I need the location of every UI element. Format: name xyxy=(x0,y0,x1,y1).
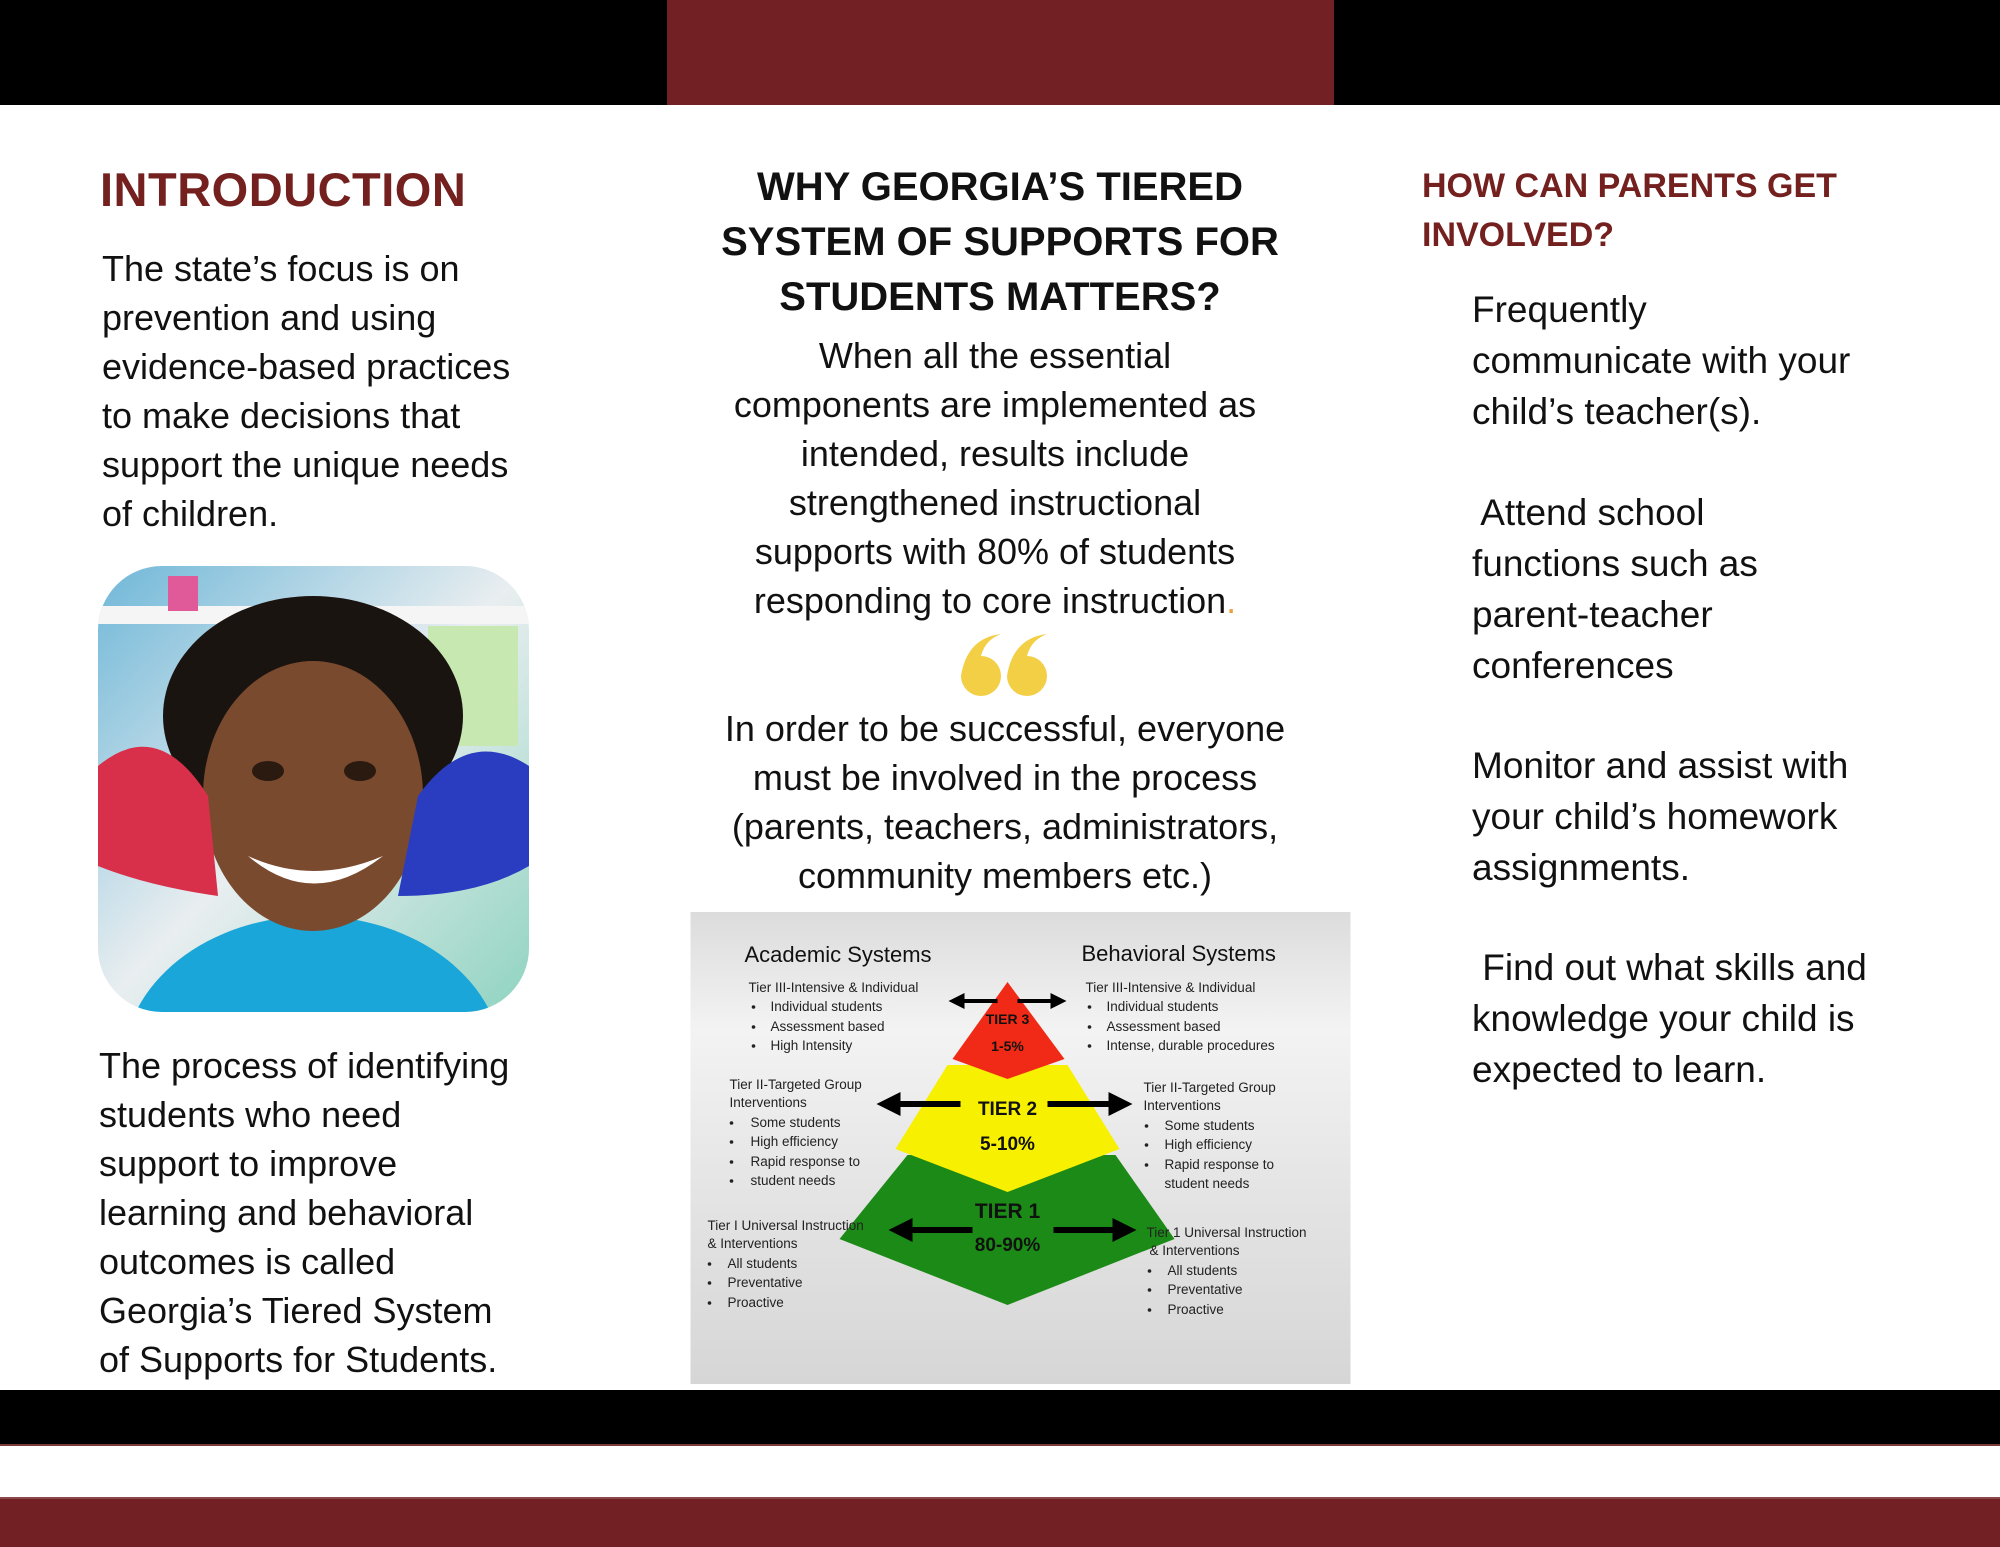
bullet: Proactive xyxy=(1167,1302,1224,1317)
results-paragraph xyxy=(660,331,1330,625)
heading-line: INVOLVED? xyxy=(1422,216,1615,254)
bullet: Assessment based xyxy=(770,1019,885,1034)
introduction-heading: INTRODUCTION xyxy=(100,163,467,216)
parent-tip xyxy=(1472,487,1758,691)
text-line: supports with 80% of students xyxy=(754,531,1236,572)
text-line: must be involved in the process xyxy=(752,757,1258,798)
bullet: Some students xyxy=(750,1115,841,1130)
bullet: High Intensity xyxy=(770,1038,853,1053)
text-line: students who need xyxy=(99,1094,402,1135)
bullet: Individual students xyxy=(1106,999,1219,1014)
heading-line: SYSTEM OF SUPPORTS FOR xyxy=(721,220,1279,264)
text-line: knowledge your child is xyxy=(1472,998,1855,1039)
heading-line: WHY GEORGIA’S TIERED xyxy=(757,165,1243,209)
bullet: High efficiency xyxy=(750,1134,839,1149)
label: Interventions xyxy=(729,1095,807,1110)
label: Tier III-Intensive & Individual xyxy=(1085,980,1256,995)
heading-line: HOW CAN PARENTS GET xyxy=(1422,167,1837,205)
text-line: Attend school xyxy=(1472,492,1705,533)
text-line: (parents, teachers, administrators, xyxy=(731,806,1279,847)
bullet: student needs xyxy=(750,1173,836,1188)
label: Interventions xyxy=(1143,1098,1221,1113)
parent-tip xyxy=(1472,942,1867,1095)
bullet: student needs xyxy=(1164,1176,1250,1191)
label: Tier III-Intensive & Individual xyxy=(748,980,919,995)
bullet: All students xyxy=(727,1256,798,1271)
label: & Interventions xyxy=(707,1236,798,1251)
text-line: Frequently xyxy=(1472,289,1647,330)
text-line: of Supports for Students. xyxy=(99,1339,498,1380)
text-line: expected to learn. xyxy=(1472,1049,1767,1090)
text-line: prevention and using xyxy=(102,297,437,338)
parent-tip xyxy=(1472,284,1850,437)
tiered-pyramid-diagram xyxy=(689,912,1352,1384)
bullet: Proactive xyxy=(727,1295,784,1310)
text-line: child’s teacher(s). xyxy=(1472,391,1762,432)
bottom-banner-accent xyxy=(0,1497,2000,1547)
text-line: assignments. xyxy=(1472,847,1690,888)
period: . xyxy=(1226,580,1237,621)
text-line: strengthened instructional xyxy=(788,482,1202,523)
text-line: The state’s focus is on xyxy=(102,248,460,289)
text-line: Find out what skills and xyxy=(1472,947,1867,988)
text-line: Monitor and assist with xyxy=(1472,745,1849,786)
bullet: Individual students xyxy=(770,999,883,1014)
text-line: intended, results include xyxy=(800,433,1190,474)
introduction-text xyxy=(102,244,510,538)
bullet: Intense, durable procedures xyxy=(1106,1038,1275,1053)
tier3-percent: 1-5% xyxy=(991,1038,1024,1054)
bullet: Preventative xyxy=(1167,1282,1243,1297)
text-line: components are implemented as xyxy=(733,384,1257,425)
text-line: When all the essential xyxy=(818,335,1172,376)
text-line: support to improve xyxy=(99,1143,398,1184)
bullet: Rapid response to xyxy=(1164,1157,1275,1172)
tier3-label: TIER 3 xyxy=(985,1011,1030,1027)
bullet: Preventative xyxy=(727,1275,803,1290)
process-text xyxy=(99,1041,509,1384)
text-line: parent-teacher xyxy=(1472,594,1713,635)
text-line: evidence-based practices xyxy=(102,346,511,387)
tier2-label: TIER 2 xyxy=(977,1099,1038,1120)
text-line xyxy=(660,576,1330,625)
label: Tier II-Targeted Group xyxy=(1143,1080,1276,1095)
bullet: Some students xyxy=(1164,1118,1255,1133)
text-line: functions such as xyxy=(1472,543,1758,584)
why-heading xyxy=(680,160,1320,325)
text-line: community members etc.) xyxy=(797,855,1213,896)
child-photo xyxy=(98,566,529,1012)
involvement-paragraph xyxy=(660,704,1350,900)
tier1-label: TIER 1 xyxy=(974,1200,1041,1223)
quote-icon xyxy=(955,628,1055,698)
text-line: support the unique needs xyxy=(102,444,509,485)
tier2-percent: 5-10% xyxy=(980,1134,1035,1155)
academic-title: Academic Systems xyxy=(744,942,932,967)
label: Tier II-Targeted Group xyxy=(729,1077,862,1092)
bullet: All students xyxy=(1167,1263,1238,1278)
text-line: In order to be successful, everyone xyxy=(724,708,1286,749)
text-fragment: responding to core instruction xyxy=(753,580,1227,621)
text-line: communicate with your xyxy=(1472,340,1851,381)
bullet: High efficiency xyxy=(1164,1137,1253,1152)
label: & Interventions xyxy=(1149,1243,1240,1258)
text-line: outcomes is called xyxy=(99,1241,396,1282)
tier1-percent: 80-90% xyxy=(974,1235,1041,1256)
text-line: of children. xyxy=(102,493,279,534)
top-banner-accent xyxy=(667,0,1334,105)
bullet: Assessment based xyxy=(1106,1019,1221,1034)
behavioral-title: Behavioral Systems xyxy=(1081,941,1276,966)
text-line: The process of identifying xyxy=(99,1045,510,1086)
bullet: Rapid response to xyxy=(750,1154,861,1169)
bottom-banner xyxy=(0,1390,2000,1446)
text-line: learning and behavioral xyxy=(99,1192,474,1233)
label: Tier 1 Universal Instruction xyxy=(1146,1225,1307,1240)
parents-heading xyxy=(1422,162,1837,260)
parent-tip xyxy=(1472,740,1848,893)
heading-line: STUDENTS MATTERS? xyxy=(779,275,1221,319)
label: Tier I Universal Instruction xyxy=(707,1218,864,1233)
text-line: your child’s homework xyxy=(1472,796,1838,837)
text-line: to make decisions that xyxy=(102,395,461,436)
text-line: Georgia’s Tiered System xyxy=(99,1290,493,1331)
text-line: conferences xyxy=(1472,645,1674,686)
